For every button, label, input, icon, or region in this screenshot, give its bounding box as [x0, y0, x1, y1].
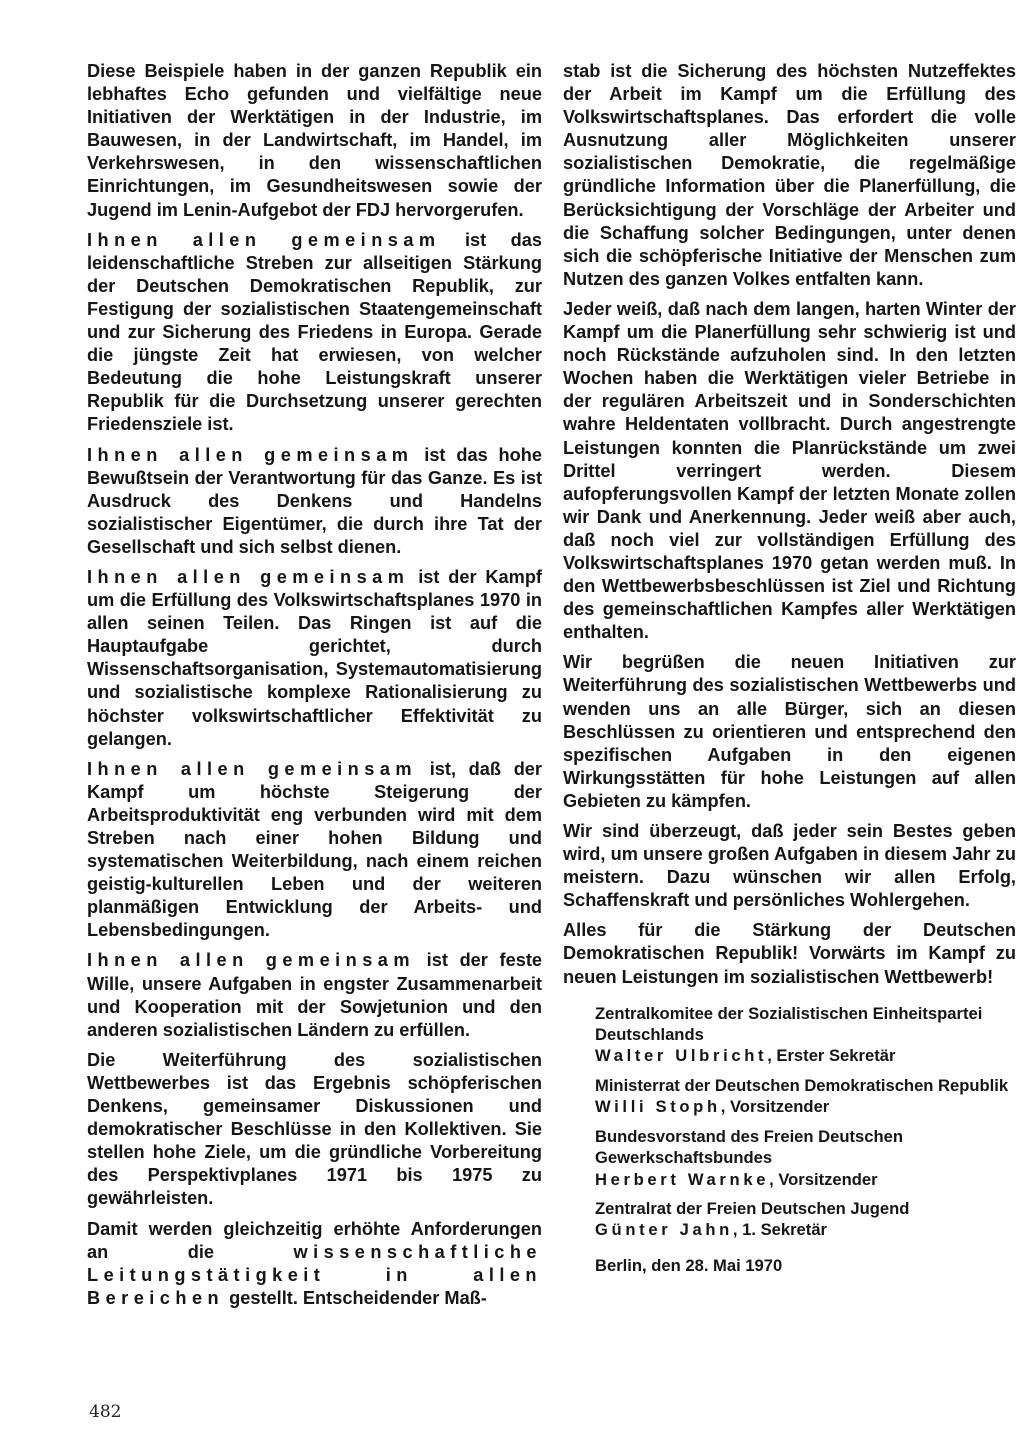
signature-title: , 1. Sekretär [732, 1220, 827, 1240]
left-column [87, 60, 542, 1317]
spaced-lead: Ihnen allen gemeinsam [87, 566, 410, 587]
signature-name: Walter Ulbricht [595, 1046, 768, 1066]
spaced-lead: Ihnen allen gemeinsam [87, 950, 416, 971]
signature-title: , Vorsitzender [720, 1097, 830, 1117]
signature-org: Zentralrat der Freien Deutschen Jugend [595, 1198, 910, 1218]
paragraph: Ihnen allen gemeinsam ist das hohe Bewußtsein der Verantwortung für das Ganze. Es ist Ausdruck des Denkens und Handelns sozialistischer Eigentümer, die durch ihre Tat der Gesellschaft und sich selbst dienen. [87, 444, 542, 557]
signature-title: , Vorsitzender [769, 1169, 878, 1189]
spaced-lead: Ihnen allen gemeinsam [87, 444, 414, 465]
signature-name: Herbert Warnke [595, 1169, 770, 1189]
signature-org: Bundesvorstand des Freien Deutschen Gewerkschaftsbundes [595, 1126, 903, 1168]
signature-block [595, 1126, 1016, 1190]
signature-name: Günter Jahn [595, 1220, 733, 1240]
paragraph: Ihnen allen gemeinsam ist der Kampf um die Erfüllung des Volkswirtschaftsplanes 1970 in allen seinen Teilen. Das Ringen ist auf die Hauptaufgabe gerichtet, durch Wissenschaftsorganisation, Systemautomatisierung und sozialistische komplexe Rationalisierung zu höchster volkswirtschaftlicher Effektivität zu gelangen. [87, 566, 542, 749]
spaced-lead: Ihnen allen gemeinsam [87, 758, 418, 779]
signature-block [595, 1003, 1016, 1067]
spaced-lead: Ihnen allen gemeinsam [87, 229, 441, 250]
signature-block [595, 1075, 1016, 1118]
spaced-phrase: wissenschaftliche Leitungstätigkeit in allen Bereichen [87, 1241, 542, 1308]
paragraph: Wir begrüßen die neuen Initiativen zur Weiterführung des sozialistischen Wettbewerbs und wenden uns an alle Bürger, sich an diesen Beschlüssen zu orientieren und entsprechend den spezifischen Aufgaben in den eigenen Wirkungsstätten für hohe Leistungen auf allen Gebieten zu kämpfen. [563, 652, 1016, 811]
paragraph: Die Weiterführung des sozialistischen Wettbewerbes ist das Ergebnis schöpferischen Denkens, gemeinsamer Diskussionen und demokratischer Beschlüsse in den Kollektiven. Sie stellen hohe Ziele, um die gründliche Vorbereitung des Perspektivplanes 1971 bis 1975 zu gewährleisten. [87, 1049, 542, 1209]
signatures [595, 1003, 1016, 1276]
paragraph: Damit werden gleichzeitig erhöhte Anforderungen an die wissenschaftliche Leitungstätigkeit in allen Bereichen gestellt. Entscheidender Maß- [87, 1218, 542, 1308]
paragraph: Alles für die Stärkung der Deutschen Demokratischen Republik! Vorwärts im Kampf zu neuen Leistungen im sozialistischen Wettbewerb! [563, 920, 1016, 987]
paragraph: Wir sind überzeugt, daß jeder sein Bestes geben wird, um unsere großen Aufgaben in diesem Jahr zu meistern. Dazu wünschen wir allen Erfolg, Schaffenskraft und persönliches Wohlergehen. [563, 821, 1016, 911]
right-column [563, 60, 1016, 1276]
page-number: 482 [89, 1402, 122, 1422]
date-line: Berlin, den 28. Mai 1970 [595, 1255, 783, 1275]
paragraph: Jeder weiß, daß nach dem langen, harten Winter der Kampf um die Planerfüllung sehr schwierig ist und noch Rückstände aufzuholen sind. In den letzten Wochen haben die Werktätigen vieler Betriebe in der regulären Arbeitszeit und in Sonderschichten wahre Heldentaten vollbracht. Durch angestrengte Leistungen konnten die Planrückstände um zwei Drittel verringert werden. Diesem aufopferungsvollen Kampf der letzten Monate zollen wir Dank und Anerkennung. Jeder weiß aber auch, daß noch viel zur vollständigen Erfüllung des Volkswirtschaftsplanes 1970 getan werden muß. In den Wettbewerbsbeschlüssen ist Ziel und Richtung des gemeinschaftlichen Kampfes aller Werktätigen enthalten. [563, 298, 1016, 643]
signature-title: , Erster Sekretär [767, 1046, 896, 1066]
paragraph: Ihnen allen gemeinsam ist der feste Wille, unsere Aufgaben in engster Zusammenarbeit und Kooperation mit der Sowjetunion und den anderen sozialistischen Ländern zu erfüllen. [87, 950, 542, 1040]
signature-org: Ministerrat der Deutschen Demokratischen Republik [595, 1075, 1009, 1095]
paragraph: Ihnen allen gemeinsam ist, daß der Kampf um höchste Steigerung der Arbeitsproduktivität eng verbunden wird mit dem Streben nach einer hohen Bildung und systematischen Weiterbildung, nach einem reichen geistig-kulturellen Leben und der weiteren planmäßigen Entwicklung der Arbeits- und Lebensbedingungen. [87, 758, 542, 941]
paragraph: Diese Beispiele haben in der ganzen Republik ein lebhaftes Echo gefunden und vielfältige neue Initiativen der Werktätigen in der Industrie, im Bauwesen, in der Landwirtschaft, im Handel, im Verkehrswesen, in den wissenschaftlichen Einrichtungen, im Gesundheitswesen sowie der Jugend im Lenin-Aufgebot der FDJ hervorgerufen. [87, 61, 542, 220]
signature-name: Willi Stoph [595, 1097, 721, 1117]
signature-block [595, 1198, 1016, 1241]
paragraph: Ihnen allen gemeinsam ist das leidenschaftliche Streben zur allseitigen Stärkung der Deutschen Demokratischen Republik, zur Festigung der sozialistischen Staatengemeinschaft und zur Sicherung des Friedens in Europa. Gerade die jüngste Zeit hat erwiesen, von welcher Bedeutung die hohe Leistungskraft unserer Republik für die Durchsetzung unserer gerechten Friedensziele ist. [87, 229, 542, 435]
paragraph: stab ist die Sicherung des höchsten Nutzeffektes der Arbeit im Kampf um die Erfüllung des Volkswirtschaftsplanes. Das erfordert die volle Ausnutzung aller Möglichkeiten unserer sozialistischen Demokratie, die regelmäßige gründliche Information über die Planerfüllung, die Berücksichtigung der Vorschläge der Arbeiter und die Schaffung solcher Bedingungen, unter denen sich die schöpferische Initiative der Menschen zum Nutzen des ganzen Volkes entfalten kann. [563, 61, 1016, 289]
signature-org: Zentralkomitee der Sozialistischen Einheitspartei Deutschlands [595, 1003, 983, 1045]
